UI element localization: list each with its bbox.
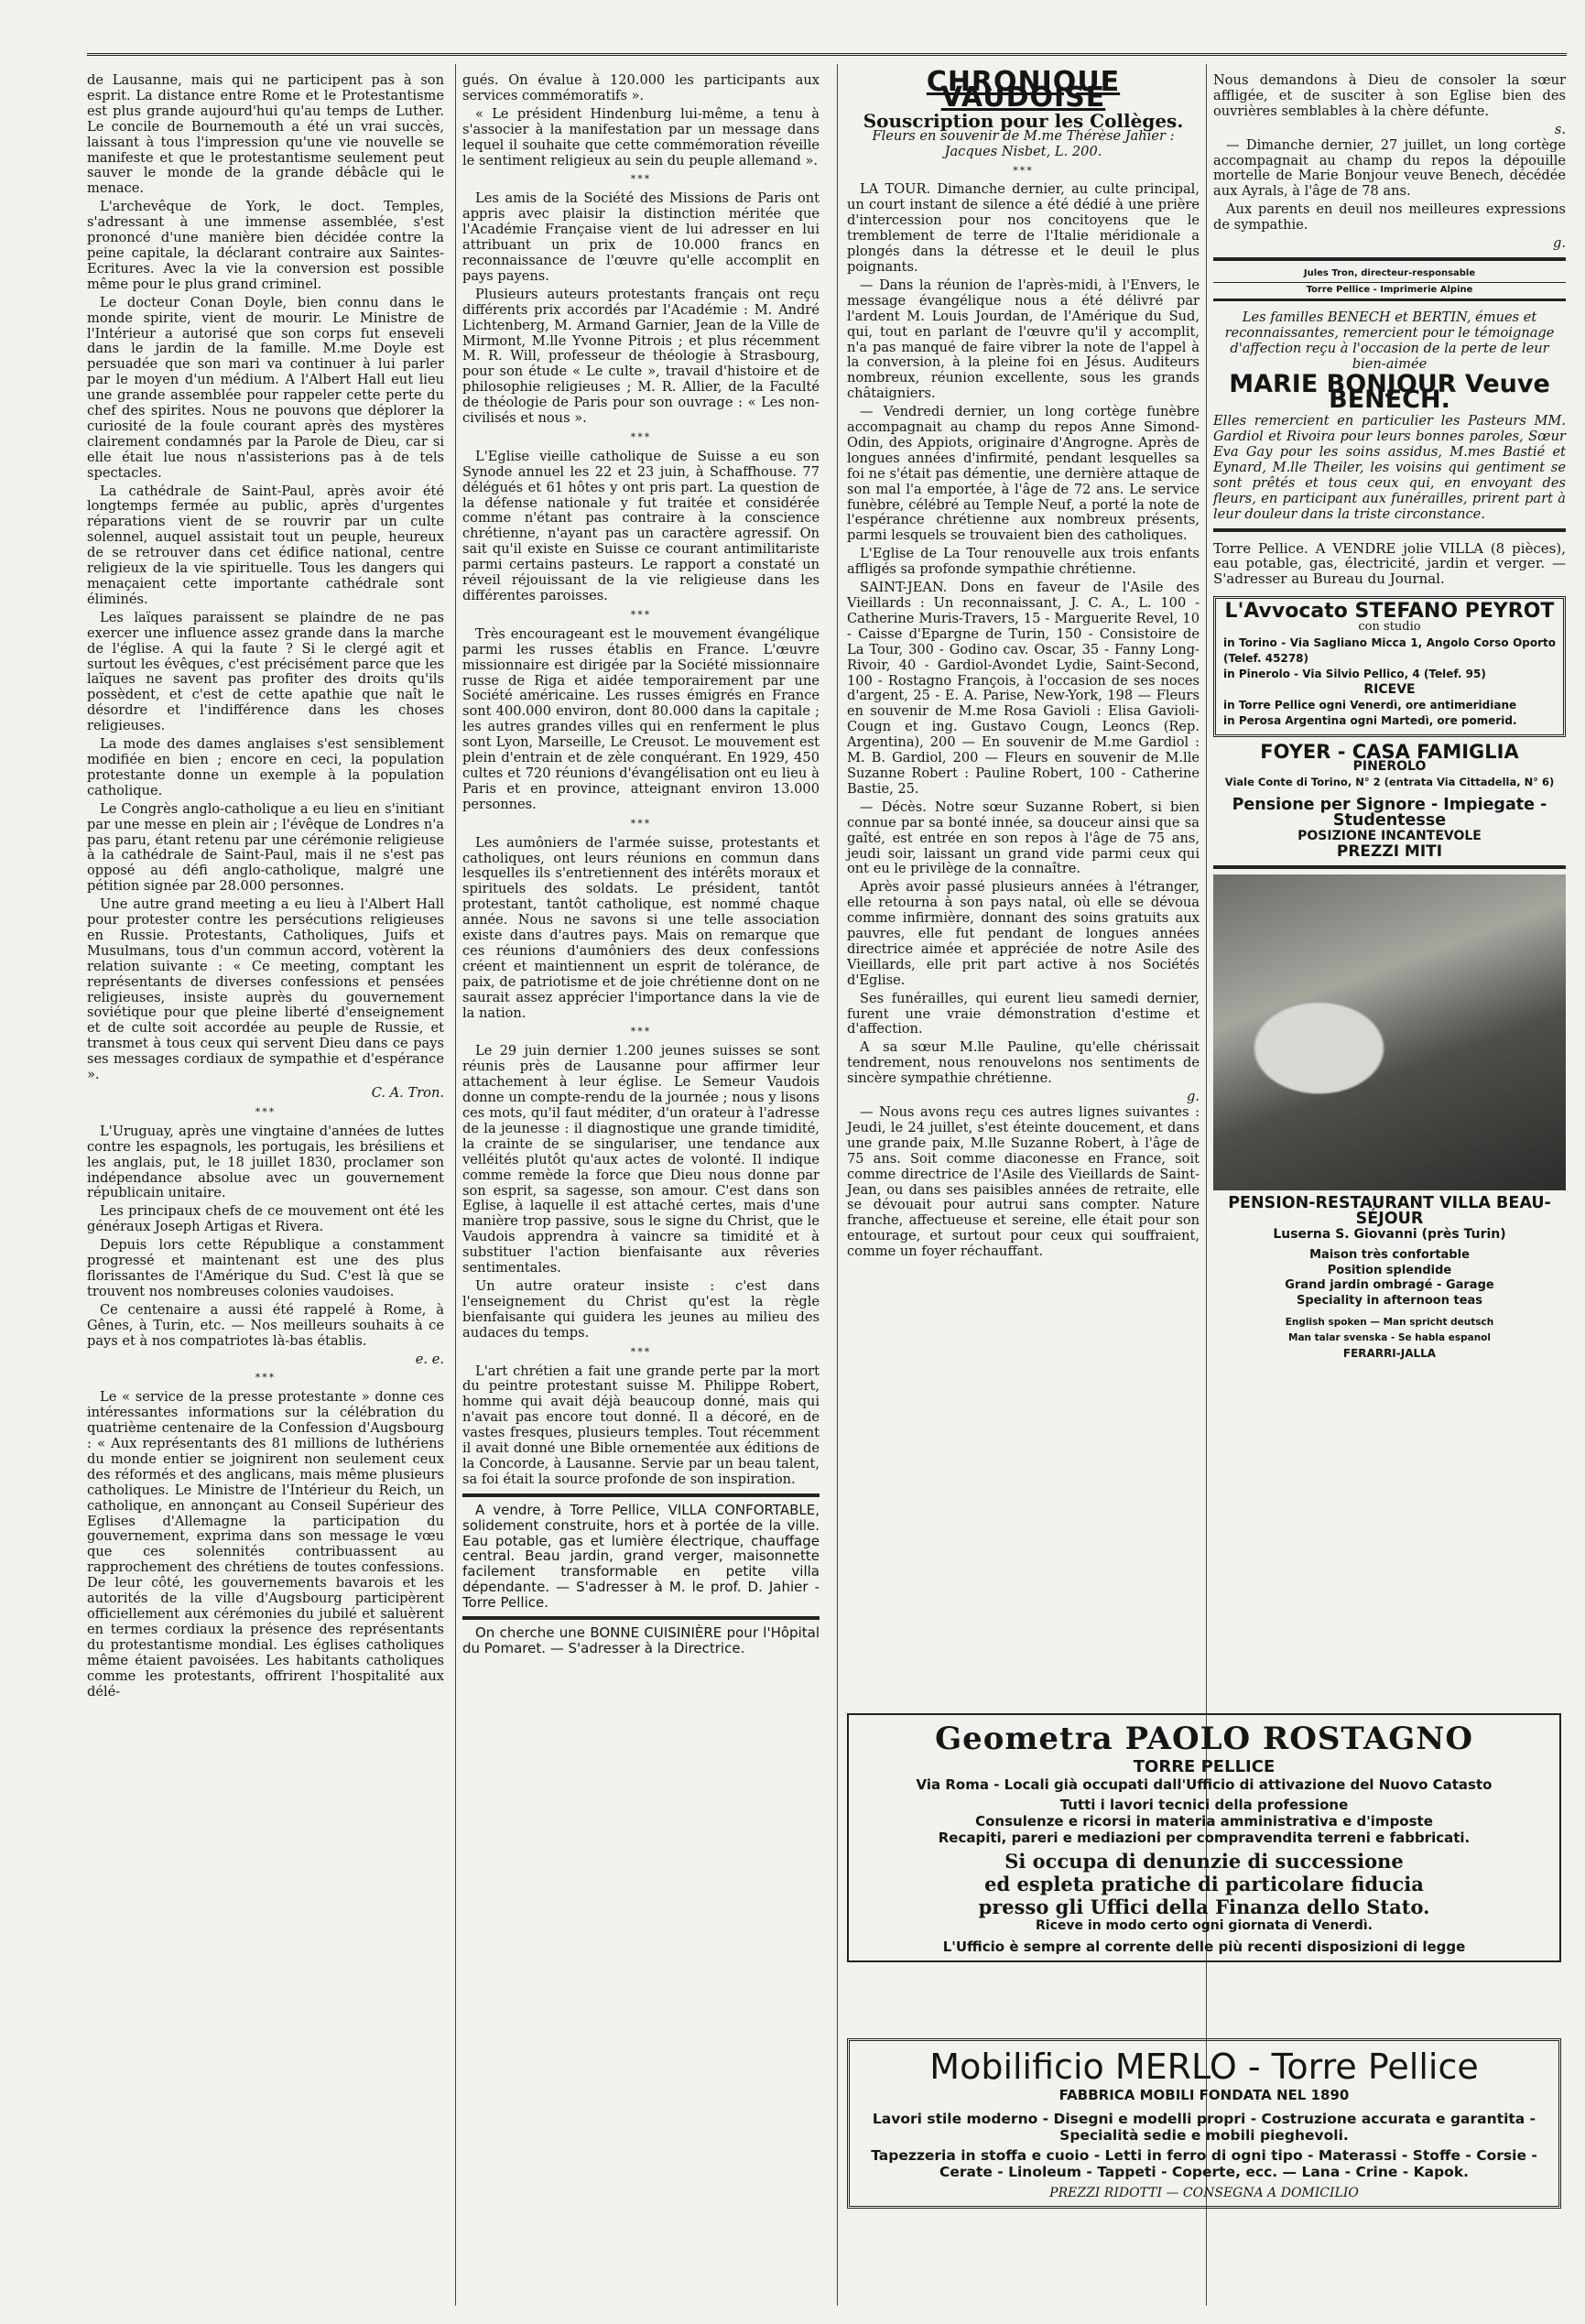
article-paragraph: Aux parents en deuil nos meilleures expressions de sympathie. (1213, 201, 1566, 233)
article-paragraph: — Décès. Notre sœur Suzanne Robert, si bien connue par sa bonté innée, sa douceur ainsi que sa gaîté, est entrée en son repos à l'âge de 75 ans, jeudi soir, laissant un grand vide parmi ceux qui ont eu le privilège de la connaître. (847, 798, 1200, 877)
article-paragraph: « Le président Hindenburg lui-même, a tenu à s'associer à la manifestation par un message dans lequel il souhaite que cette commémoration réveille le sentiment religieux au sein du peuple allemand ». (462, 105, 820, 168)
cook-wanted-ad: On cherche une BONNE CUISINIÈRE pour l'Hôpital du Pomaret. — S'adresser à la Directrice. (462, 1624, 820, 1656)
signature: g. (1553, 235, 1566, 252)
signature: g. (1187, 1089, 1200, 1105)
restaurant-languages: English spoken — Man spricht deutsch Man talar svenska - Se habla espanol (1285, 1317, 1494, 1344)
imprint-printer: Torre Pellice - Imprimerie Alpine (1213, 282, 1566, 301)
separator: *** (630, 1345, 652, 1358)
signature: e. e. (415, 1351, 444, 1367)
separator: *** (255, 1105, 277, 1118)
foyer-city: PINEROLO (1352, 759, 1427, 775)
article-paragraph: — Vendredi dernier, un long cortège funèbre accompagnait au champ du repos Anne Simond-Odin, des Appiots, originaire d'Angrogne. Après de longues années d'infirmité, pendant lesquelles sa foi ne s'était pas démentie, une dernière attaque de son mal l'a emportée, à l'âge de 72 ans. Le service funèbre, célébré au Temple Neuf, a porté la note de l'espérance chrétienne aux nombreux présents, parmi lesquels se trouvaient bien des catholiques. (847, 404, 1200, 544)
article-paragraph: L'art chrétien a fait une grande perte par la mort du peintre protestant suisse M. Philippe Robert, homme qui avait déjà beaucoup donné, mais qui n'avait pas encore tout donné. Il a décoré, en de vastes fresques, plusieurs temples. Tout récemment il avait donné une Bible ornementée aux éditions de la Concorde, à Lausanne. Servie par un beau talent, sa foi était la source profonde de son inspiration. (462, 1363, 820, 1487)
restaurant-line: Grand jardin ombragé - Garage (1285, 1278, 1494, 1293)
merlo-title: Mobilificio MERLO - Torre Pellice (929, 2047, 1479, 2087)
article-paragraph: Le « service de la presse protestante » donne ces intéressantes informations sur la célébration du quatrième centenaire de la Confession d'Augsbourg : « Aux représentants des 81 millions de luthériens du monde entier se joignirent non seulement ceux des réformés et des anglicans, mais même plusieurs catholiques. Le Ministre de l'Intérieur du Reich, un catholique, en annonçant au Conseil Supérieur des Eglises d'Allemagne la participation du gouvernement, exprima dans son message le vœu que ces solennités contribuassent au rapprochement des chrétiens de toutes confessions. De leur côté, les gouvernements bavarois et les autorités de la ville d'Augsbourg participèrent officiellement aux cérémonies du jubilé et saluèrent en termes cordiaux la présence des représentants du protestantisme mondial. Les églises catholiques même étaient pavoisées. Les habitants catholiques comme les protestants, offrirent l'hospitalité aux délé- (87, 1389, 444, 1700)
article-paragraph: Nous demandons à Dieu de consoler la sœur affligée, et de susciter à son Eglise bien des ouvrières semblables à la chère défunte. (1213, 72, 1566, 119)
restaurant-title: PENSION-RESTAURANT VILLA BEAU-SÉJOUR (1228, 1193, 1551, 1228)
separator: *** (630, 817, 652, 830)
article-paragraph: Le docteur Conan Doyle, bien connu dans le monde spirite, vient de mourir. Le Ministre de l'Intérieur a autorisé que son corps fut enseveli dans le jardin de la famille. M.me Doyle est persuadée que son mari va continuer à lui parler par le moyen d'un médium. A l'Albert Hall eut lieu une grande assemblée pour rappeler cette perte du chef des spirites. Nous ne pouvons que déplorer la curiosité de la foule courant après des mystères clairement condamnés par la Parole de Dieu, car si elle était lue nous n'assisterions pas à de tels spectacles. (87, 294, 444, 481)
geometra-line: Riceve in modo certo ogni giornata di Venerdì. (1036, 1918, 1373, 1933)
article-paragraph: Les laïques paraissent se plaindre de ne pas exercer une influence assez grande dans la marche de l'église. A qui la faute ? Si le clergé agit et surtout les évêques, c'est précisément parce que les laïques ne savent pas profiter des droits qu'ils possèdent, et c'est de cette apathie que naît le désordre et l'indifférence dans les choses religieuses. (87, 609, 444, 734)
divider (1213, 257, 1566, 261)
thanks-name: MARIE BONJOUR Veuve BENECH. (1229, 370, 1550, 415)
restaurant-owner: FERARRI-JALLA (1342, 1347, 1437, 1361)
article-paragraph: Une autre grand meeting a eu lieu à l'Albert Hall pour protester contre les persécutions religieuses en Russie. Protestants, Catholiques, Juifs et Musulmans, tous d'un commun accord, votèrent la relation suivante : « Ce meeting, comptant les représentants de diverses confessions et pensées religieuses, insiste auprès du gouvernement soviétique pour que pleine liberté d'enseignement et de culte soit accordée au peuple de Russie, et transmet à tous ceux qui servent Dieu dans ce pays ses messages cordiaux de sympathie et d'espérance ». (87, 896, 444, 1083)
signature: s. (1554, 121, 1566, 137)
column-divider (837, 64, 838, 2306)
article-paragraph: L'Uruguay, après une vingtaine d'années de luttes contre les espagnols, les portugais, les brésiliens et les anglais, put, le 18 juillet 1830, proclamer son indépendance absolue avec un gouvernement républicain unitaire. (87, 1123, 444, 1201)
villa-ad: Torre Pellice. A VENDRE jolie VILLA (8 pièces), eau potable, gas, électricité, jardin et verger. — S'adresser au Bureau du Journal. (1213, 539, 1566, 588)
restaurant-line: Maison très confortable (1309, 1247, 1470, 1262)
signature: C. A. Tron. (371, 1085, 444, 1101)
villa-sale-ad: A vendre, à Torre Pellice, VILLA CONFORTABLE, solidement construite, hors et à portée de la ville. Eau potable, gas et lumière électrique, chauffage central. Beau jardin, grand verger, maisonnette facilement transformable en petite villa dépendante. — S'adresser à M. le prof. D. Jahier - Torre Pellice. (462, 1501, 820, 1612)
lawyer-riceve: RICEVE (1363, 681, 1416, 697)
article-paragraph: Les principaux chefs de ce mouvement ont été les généraux Joseph Artigas et Rivera. (87, 1203, 444, 1235)
thanks-body: Elles remercient en particulier les Pasteurs MM. Gardiol et Rivoira pour leurs bonnes paroles, Sœur Eva Gay pour les soins assidus, M.mes Bastié et Eynard, M.lle Theiler, les voisins qui gentiment se sont prêtés et tous ceux qui, en envoyant des fleurs, en participant aux funérailles, prirent part à leur douleur dans la triste circonstance. (1213, 413, 1566, 522)
merlo-line: PREZZI RIDOTTI — CONSEGNA A DOMICILIO (1049, 2186, 1359, 2200)
section-subtitle: Souscription pour les Collèges. (863, 109, 1184, 132)
column-2 (462, 73, 820, 1659)
thanks-intro: Les familles BENECH et BERTIN, émues et reconnaissantes, remercient pour le témoignage d'affection reçu à l'occasion de la perte de leur bien-aimée (1224, 309, 1555, 372)
imprint-editor: Jules Tron, directeur-responsable (1303, 267, 1476, 278)
article-paragraph: SAINT-JEAN. Dons en faveur de l'Asile des Vieillards : Un reconnaissant, J. C. A., L. 100 - Catherine Muris-Travers, 15 - Marguerite Revel, 10 - Caisse d'Epargne de Turin, 150 - Consistoire de La Tour, 300 - Godino cav. Oscar, 35 - Fanny Long-Rivoir, 40 - Gardiol-Avondet Lydie, Saint-Second, 100 - Rostagno François, à l'occasion de ses noces d'argent, 25 - E. A. Parise, New-York, 198 — Fleurs en souvenir de M.me Rosa Gavioli : Elisa Gavioli-Cougn et ing. Gustavo Cougn, Leoncs (Rep. Argentina), 200 — En souvenir de M.me Gardiol : M. B. Gardiol, 200 — Fleurs en souvenir de M.lle Suzanne Robert : Pauline Robert, 100 - Catherine Bastie, 25. (847, 580, 1200, 797)
article-paragraph: — Dans la réunion de l'après-midi, à l'Envers, le message évangélique nous a été délivré par l'ardent M. Louis Jourdan, de l'Amérique du Sud, qui, tout en parlant de l'œuvre qu'il y accomplit, n'a pas manqué de faire vibrer la note de l'appel à la conversion, à la pleine foi en Jésus. Auditeurs nombreux, réunion excellente, sous les grands châtaigniers. (847, 277, 1200, 402)
pension-line: POSIZIONE INCANTEVOLE (1297, 829, 1482, 844)
geometra-ad (847, 1713, 1561, 1962)
geometra-title: Geometra PAOLO ROSTAGNO (935, 1721, 1473, 1757)
lawyer-title: L'Avvocato STEFANO PEYROT (1224, 600, 1555, 624)
column-4 (1213, 73, 1566, 1362)
lawyer-ad (1213, 596, 1566, 736)
article-paragraph: A sa sœur M.lle Pauline, qu'elle chérissait tendrement, nous renouvelons nos sentiments de sincère sympathie chrétienne. (847, 1039, 1200, 1087)
article-paragraph: de Lausanne, mais qui ne participent pas à son esprit. La distance entre Rome et le Protestantisme est plus grande aujourd'hui qu'au temps de Luther. Le concile de Bournemouth a été un vrai succès, laissant à tous l'impression qu'une vie nouvelle se manifeste et que le protestantisme seulement peut sauver le monde de la grande débâcle qui le menace. (87, 72, 444, 197)
article-paragraph: L'archevêque de York, le doct. Temples, s'adressant à une immense assemblée, s'est prononcé d'une manière bien décidée contre la peine capitale, la déclarant contraire aux Saintes-Ecritures. Avec la vie la conversion est possible même pour le plus grand criminel. (87, 199, 444, 292)
villa-photo (1213, 874, 1566, 1190)
article-paragraph: — Dimanche dernier, 27 juillet, un long cortège accompagnait au champ du repos la dépouille mortelle de Marie Bonjour veuve Benech, décédée aux Ayrals, à l'âge de 78 ans. (1213, 136, 1566, 200)
geometra-city: TORRE PELLICE (1133, 1757, 1276, 1776)
article-paragraph: L'Eglise vieille catholique de Suisse a eu son Synode annuel les 22 et 23 juin, à Schaffhouse. 77 délégués et 61 hôtes y ont pris part. La question de la défense nationale y fut traitée et considérée comme n'étant pas contraire à la conscience chrétienne, n'ayant pas un caractère agressif. On sait qu'il existe en Suisse ce courant antimilitariste parmi certains pasteurs. Le rapport a constaté un réveil réjouissant de la vie religieuse dans les différentes paroisses. (462, 448, 820, 603)
separator: *** (630, 1026, 652, 1038)
article-paragraph: Un autre orateur insiste : c'est dans l'enseignement du Christ qu'est la règle bienfaisante qui guidera les jeunes au milieu des audaces du temps. (462, 1277, 820, 1341)
lawyer-line: in Pinerolo - Via Silvio Pellico, 4 (Telef. 95) (1223, 667, 1486, 680)
column-1 (87, 73, 444, 1702)
article-paragraph: Plusieurs auteurs protestants français ont reçu différents prix accordés par l'Académie : M. André Lichtenberg, M. Armand Garnier, Jean de la Ville de Mirmont, M.lle Yvonne Pitrois ; et plus récemment M. R. Will, professeur de théologie à Strasbourg, pour son étude « Le culte », travail d'histoire et de philosophie religieuses ; M. R. Allier, de la Faculté de théologie de Paris pour son ouvrage : « Les non-civilisés et nous ». (462, 286, 820, 427)
lawyer-sub: con studio (1358, 620, 1421, 635)
top-rule (87, 53, 1567, 56)
merlo-sub: FABBRICA MOBILI FONDATA NEL 1890 (1058, 2087, 1350, 2103)
foyer-title: FOYER - CASA FAMIGLIA (1260, 740, 1519, 763)
lawyer-line: in Perosa Argentina ogni Martedì, ore pomerid. (1223, 713, 1517, 727)
separator: *** (1013, 164, 1034, 177)
donation-note: Fleurs en souvenir de M.me Thérèse Jahier : Jacques Nisbet, L. 200. (872, 127, 1175, 159)
article-paragraph: Ses funérailles, qui eurent lieu samedi dernier, furent une vraie démonstration d'estime et d'affection. (847, 990, 1200, 1037)
lawyer-line: in Torre Pellice ogni Venerdì, ore antimeridiane (1223, 698, 1517, 711)
geometra-line: presso gli Uffici della Finanza dello Stato. (978, 1895, 1430, 1918)
divider (462, 1493, 820, 1497)
restaurant-line: Position splendide (1327, 1263, 1452, 1277)
foyer-address: Viale Conte di Torino, N° 2 (entrata Via Cittadella, N° 6) (1224, 776, 1555, 789)
lawyer-line: in Torino - Via Sagliano Micca 1, Angolo Corso Oporto (Telef. 45278) (1223, 636, 1556, 665)
pension-title: Pensione per Signore - Impiegate - Studentesse (1232, 796, 1547, 831)
merlo-line: Tapezzeria in stoffa e cuoio - Letti in ferro di ogni tipo - Materassi - Stoffe - Corsie - Cerate - Linoleum - Tappeti - Coperte, ecc. — Lana - Crine - Kapok. (871, 2147, 1537, 2180)
article-paragraph: gués. On évalue à 120.000 les participants aux services commémoratifs ». (462, 72, 820, 103)
article-paragraph: Très encourageant est le mouvement évangélique parmi les russes établis en France. L'œuvre missionnaire est dirigée par la Société missionnaire russe de Riga et aidée temporairement par une Société américaine. Les russes émigrés en France sont 400.000 environ, dont 80.000 dans la capitale ; les autres grandes villes qui en renferment le plus sont Lyon, Marseille, Le Creusot. Le mouvement est plein d'entrain et de zèle conquérant. En 1929, 450 cultes et 720 réunions d'évangélisation ont eu lieu à Paris et en province, atteignant environ 13.000 personnes. (462, 625, 820, 812)
geometra-line: Si occupa di denunzie di successione (1004, 1850, 1404, 1873)
divider (462, 1616, 820, 1620)
article-paragraph: Ce centenaire a aussi été rappelé à Rome, à Gênes, à Turin, etc. — Nos meilleurs souhaits à ce pays et à nos compatriotes là-bas établis. (87, 1301, 444, 1349)
geometra-line: Recapiti, pareri e mediazioni per compravendita terreni e fabbricati. (938, 1830, 1471, 1846)
geometra-address: Via Roma - Locali già occupati dall'Ufficio di attivazione del Nuovo Catasto (916, 1776, 1493, 1793)
geometra-line: Tutti i lavori tecnici della professione (1059, 1797, 1349, 1813)
separator: *** (630, 173, 652, 186)
article-paragraph: L'Eglise de La Tour renouvelle aux trois enfants affligés sa profonde sympathie chrétienne. (847, 546, 1200, 578)
column-divider (455, 64, 456, 2306)
merlo-line: Lavori stile moderno - Disegni e modelli propri - Costruzione accurata e garantita - Specialità sedie e mobili pieghevoli. (872, 2111, 1536, 2144)
article-paragraph: Les aumôniers de l'armée suisse, protestants et catholiques, ont leurs réunions en commun dans lesquelles ils s'entretiennent des intérêts moraux et spirituels des soldats. Le président, tantôt protestant, tantôt catholique, est nommé chaque année. Nous ne savons si une telle association existe dans d'autres pays. Mais on remarque que ces réunions d'aumôniers des deux confessions créent et maintiennent un esprit de tolérance, de paix, de patriotisme et de joie chrétienne dont on ne saurait assez apprécier l'importance dans la vie de la nation. (462, 834, 820, 1021)
column-3 (847, 66, 1200, 1263)
divider (1213, 865, 1566, 869)
separator: *** (630, 608, 652, 621)
geometra-line: ed espleta pratiche di particolare fiducia (984, 1873, 1424, 1895)
article-paragraph: La mode des dames anglaises s'est sensiblement modifiée en bien ; encore en ceci, la population protestante donne un exemple à la population catholique. (87, 736, 444, 798)
divider (1213, 528, 1566, 532)
article-paragraph: LA TOUR. Dimanche dernier, au culte principal, un court instant de silence a été dédié à une prière d'intercession pour nos concitoyens que le tremblement de terre de l'Italie méridionale a plongés dans la détresse et le deuil le plus poignants. (847, 181, 1200, 275)
pension-line: PREZZI MITI (1336, 842, 1443, 861)
restaurant-line: Speciality in afternoon teas (1296, 1294, 1483, 1309)
separator: *** (630, 430, 652, 443)
article-paragraph: Après avoir passé plusieurs années à l'étranger, elle retourna à son pays natal, où elle se dévoua comme infirmière, donnant des soins gratuits aux pauvres, elle fut pendant de longues années directrice aimée et appréciée de notre Asile des Vieillards, elle prit part active à nos Sociétés d'Eglise. (847, 879, 1200, 988)
separator: *** (255, 1372, 277, 1385)
article-paragraph: Les amis de la Société des Missions de Paris ont appris avec plaisir la distinction méritée que l'Académie Française vient de lui adresser en lui attribuant un prix de 10.000 francs en reconnaissance de l'œuvre qu'elle accomplit en pays payens. (462, 190, 820, 284)
geometra-line: L'Ufficio è sempre al corrente delle più recenti disposizioni di legge (942, 1938, 1466, 1955)
column-divider (1206, 64, 1207, 2306)
article-paragraph: Le Congrès anglo-catholique a eu lieu en s'initiant par une messe en plein air ; l'évêque de Londres n'a pas paru, étant retenu par une cérémonie religieuse à la cathédrale de Saint-Paul, mais il ne s'est pas opposé au défi anglo-catholique, malgré une pétition signée par 28.000 personnes. (87, 800, 444, 895)
merlo-ad (847, 2038, 1561, 2209)
restaurant-place: Luserna S. Giovanni (près Turin) (1273, 1226, 1506, 1242)
article-paragraph: — Nous avons reçu ces autres lignes suivantes : Jeudi, le 24 juillet, s'est éteinte doucement, et dans une grande paix, M.lle Suzanne Robert, à l'âge de 75 ans. Soit comme diaconesse en France, soit comme directrice de l'Asile des Vieillards de Saint-Jean, ou dans ses paisibles années de retraite, elle se dévouait pour autrui sans compter. Nature franche, affectueuse et sereine, elle était pour son entourage, et surtout pour ceux qui souffraient, comme un foyer réchauffant. (847, 1104, 1200, 1260)
article-paragraph: Depuis lors cette République a constamment progressé et maintenant est une des plus florissantes de l'Amérique du Sud. C'est là que se trouvent nos nombreuses colonies vaudoises. (87, 1237, 444, 1299)
article-paragraph: Le 29 juin dernier 1.200 jeunes suisses se sont réunis près de Lausanne pour affirmer leur attachement à leur église. Le Semeur Vaudois donne un compte-rendu de la journée ; nous y lisons ces mots, qu'il faut méditer, d'un orateur à l'adresse de la jeunesse : il diagnostique une grande timidité, la crainte de se singulariser, une tendance aux velléités plutôt qu'aux actes de volonté. Il indique comme remède la force que Dieu nous donne par son esprit, sa sagesse, son amour. C'est dans son Eglise, à laquelle il est attaché certes, mais d'une manière trop passive, sous le signe du Christ, que le Vaudois apprendra à vaincre sa timidité et à substituer l'action bienfaisante aux rêveries sentimentales. (462, 1043, 820, 1276)
section-title: CHRONIQUE VAUDOISE (926, 66, 1121, 114)
article-paragraph: La cathédrale de Saint-Paul, après avoir été longtemps fermée au public, après d'urgentes réparations vient de se rouvrir par un culte solennel, auquel assistait tout un peuple, heureux de se retrouver dans cet édifice national, centre religieux de la vie spirituelle. Tous les dangers qui menaçaient cette importante cathédrale sont éliminés. (87, 483, 444, 607)
geometra-line: Consulenze e ricorsi in materia amministrativa e d'imposte (975, 1813, 1433, 1830)
